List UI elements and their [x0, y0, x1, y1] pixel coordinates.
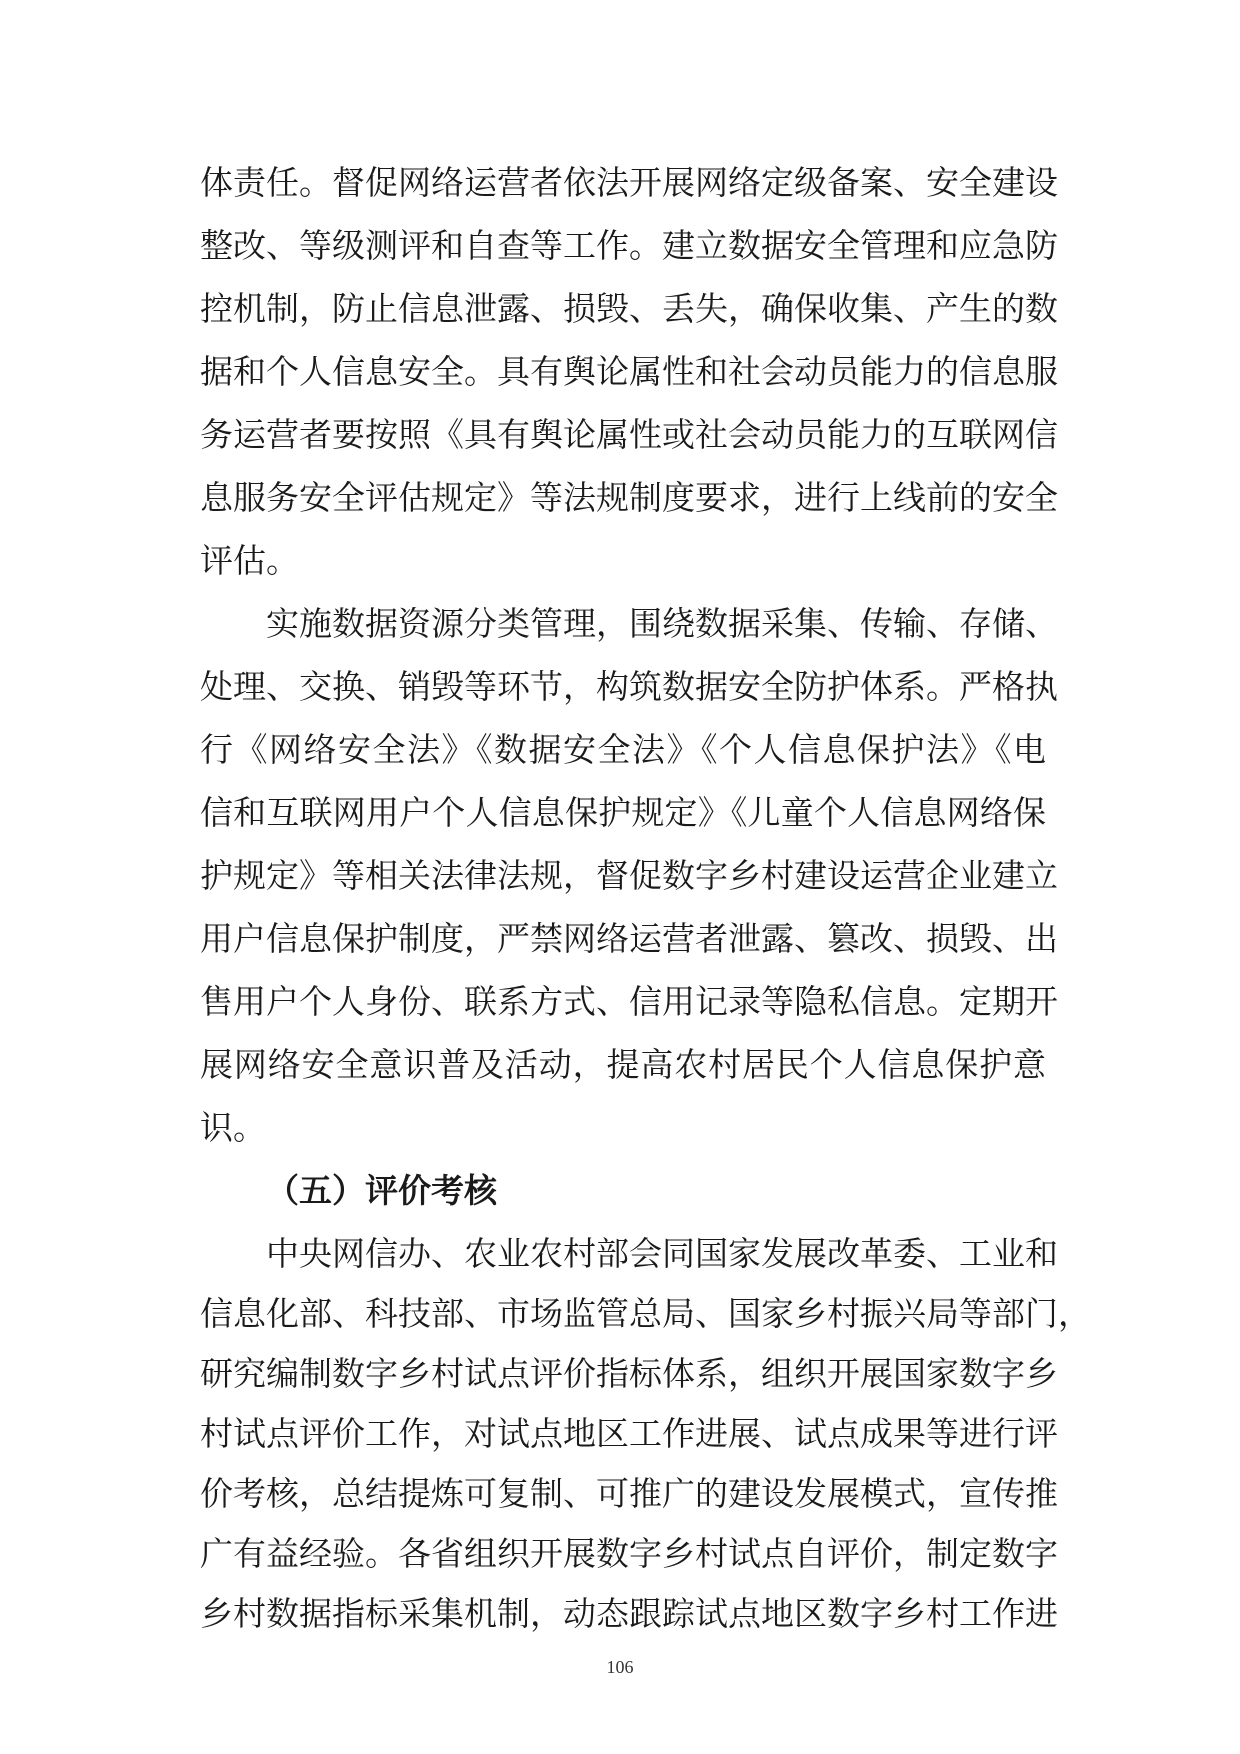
paragraph-line: 价考核，总结提炼可复制、可推广的建设发展模式，宣传推: [200, 1474, 1058, 1513]
paragraph-line: 实施数据资源分类管理，围绕数据采集、传输、存储、: [266, 604, 1058, 643]
paragraph-line: 研究编制数字乡村试点评价指标体系，组织开展国家数字乡: [200, 1354, 1058, 1393]
section-heading: （五）评价考核: [266, 1171, 497, 1210]
paragraph-line: 务运营者要按照《具有舆论属性或社会动员能力的互联网信: [200, 415, 1058, 454]
paragraph-line: 处理、交换、销毁等环节，构筑数据安全防护体系。严格执: [200, 667, 1058, 706]
paragraph-line: 售用户个人身份、联系方式、信用记录等隐私信息。定期开: [200, 982, 1058, 1021]
paragraph-line: 护规定》等相关法律法规，督促数字乡村建设运营企业建立: [200, 856, 1058, 895]
paragraph-line: 体责任。督促网络运营者依法开展网络定级备案、安全建设: [200, 163, 1058, 202]
paragraph-line: 信和互联网用户个人信息保护规定》《儿童个人信息网络保: [200, 793, 1046, 832]
paragraph-line: 据和个人信息安全。具有舆论属性和社会动员能力的信息服: [200, 352, 1058, 391]
paragraph-line: 控机制，防止信息泄露、损毁、丢失，确保收集、产生的数: [200, 289, 1058, 328]
paragraph-line: 整改、等级测评和自查等工作。建立数据安全管理和应急防: [200, 226, 1058, 265]
paragraph-line: 广有益经验。各省组织开展数字乡村试点自评价，制定数字: [200, 1534, 1058, 1573]
paragraph-line: 村试点评价工作，对试点地区工作进展、试点成果等进行评: [200, 1414, 1058, 1453]
paragraph-line: 信息化部、科技部、市场监管总局、国家乡村振兴局等部门，: [200, 1294, 1091, 1333]
paragraph-line: 识。: [200, 1108, 266, 1147]
paragraph-line: 用户信息保护制度，严禁网络运营者泄露、篡改、损毁、出: [200, 919, 1058, 958]
page-number: 106: [606, 1657, 634, 1677]
paragraph-line: 展网络安全意识普及活动，提高农村居民个人信息保护意: [200, 1045, 1046, 1084]
paragraph-line: 息服务安全评估规定》等法规制度要求，进行上线前的安全: [200, 478, 1058, 517]
paragraph-line: 行《网络安全法》《数据安全法》《个人信息保护法》《电: [200, 730, 1046, 769]
paragraph-line: 乡村数据指标采集机制，动态跟踪试点地区数字乡村工作进: [200, 1594, 1058, 1633]
paragraph-line: 中央网信办、农业农村部会同国家发展改革委、工业和: [266, 1234, 1058, 1273]
paragraph-line: 评估。: [200, 541, 299, 580]
